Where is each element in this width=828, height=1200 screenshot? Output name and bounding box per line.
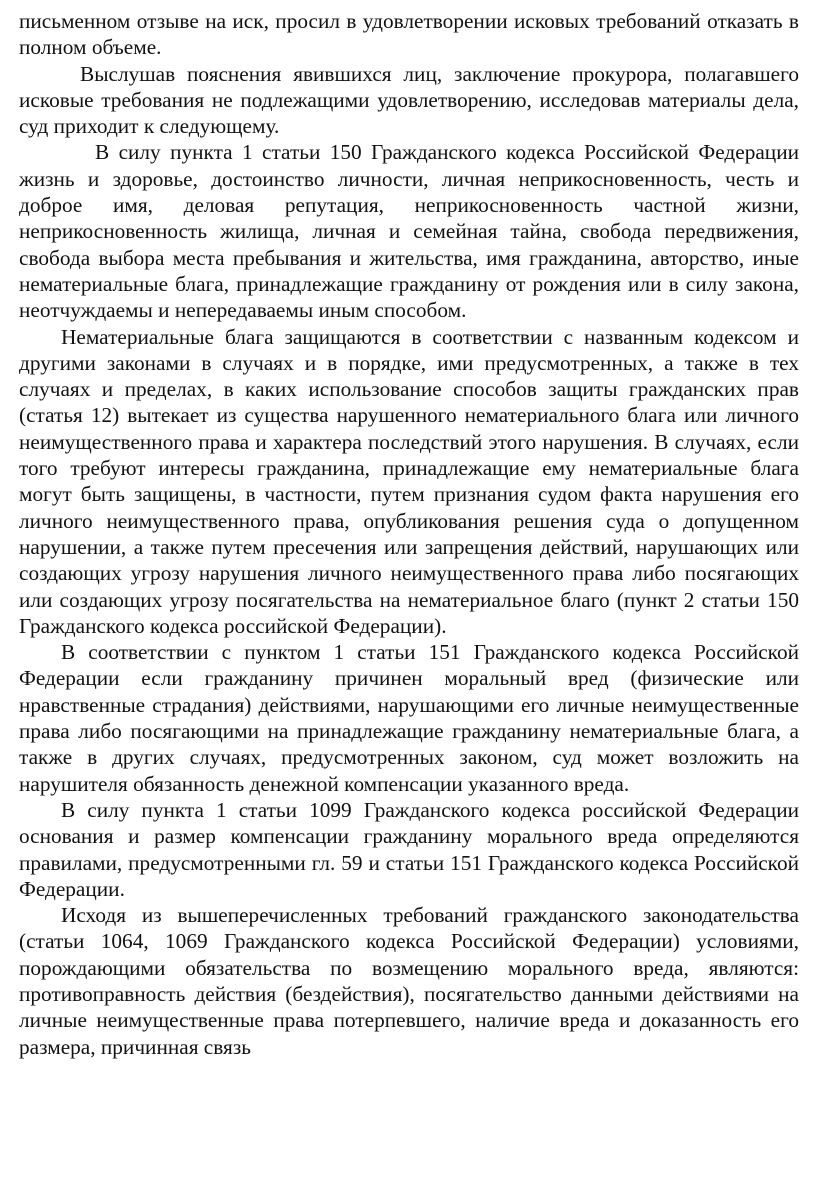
paragraph-article-151: В соответствии с пунктом 1 статьи 151 Гражданского кодекса Российской Федерации если гражданину причинен моральный вред (физические или нравственные страдания) действиями, нарушающими его личные неимущественные права либо посягающими на принадлежащие гражданину нематериальные блага, а также в других случаях, предусмотренных законом, суд может возложить на нарушителя обязанность денежной компенсации указанного вреда. — [19, 640, 799, 796]
paragraph-article-150-p1: В силу пункта 1 статьи 150 Гражданского кодекса Российской Федерации жизнь и здоровье, достоинство личности, личная неприкосновенность, честь и доброе имя, деловая репутация, неприкосновенность частной жизни, неприкосновенность жилища, личная и семейная тайна, свобода передвижения, свобода выбора места пребывания и жительства, имя гражданина, авторство, иные нематериальные блага, принадлежащие гражданину от рождения или в силу закона, неотчуждаемы и непередаваемы иным способом. — [19, 140, 799, 323]
document-page — [19, 8, 799, 1060]
paragraph-article-150-p2: Нематериальные блага защищаются в соответствии с названным кодексом и другими законами в случаях и в порядке, ими предусмотренных, а также в тех случаях и пределах, в каких использование способов защиты гражданских прав (статья 12) вытекает из существа нарушенного нематериального блага или личного неимущественного права и характера последствий этого нарушения. В случаях, если того требуют интересы гражданина, принадлежащие ему нематериальные блага могут быть защищены, в частности, путем признания судом факта нарушения его личного неимущественного права, опубликования решения суда о допущенном нарушении, а также путем пресечения или запрещения действий, нарушающих или создающих угрозу нарушения личного неимущественного права либо посягающих или создающих угрозу посягательства на нематериальное благо (пункт 2 статьи 150 Гражданского кодекса российской Федерации). — [19, 324, 799, 638]
paragraph-claim-rejection: письменном отзыве на иск, просил в удовлетворении исковых требований отказать в полном объеме. — [19, 9, 799, 60]
paragraph-court-findings: Выслушав пояснения явившихся лиц, заключение прокурора, полагавшего исковые требования не подлежащими удовлетворению, исследовав материалы дела, суд приходит к следующему. — [19, 61, 799, 139]
paragraph-article-1099: В силу пункта 1 статьи 1099 Гражданского кодекса российской Федерации основания и размер компенсации гражданину морального вреда определяются правилами, предусмотренными гл. 59 и статьи 151 Гражданского кодекса Российской Федерации. — [19, 797, 799, 901]
paragraph-conditions-liability: Исходя из вышеперечисленных требований гражданского законодательства (статьи 1064, 1069 Гражданского кодекса Российской Федерации) условиями, порождающими обязательства по возмещению морального вреда, являются: противоправность действия (бездействия), посягательство данными действиями на личные неимущественные права потерпевшего, наличие вреда и доказанность его размера, причинная связь — [19, 903, 799, 1059]
